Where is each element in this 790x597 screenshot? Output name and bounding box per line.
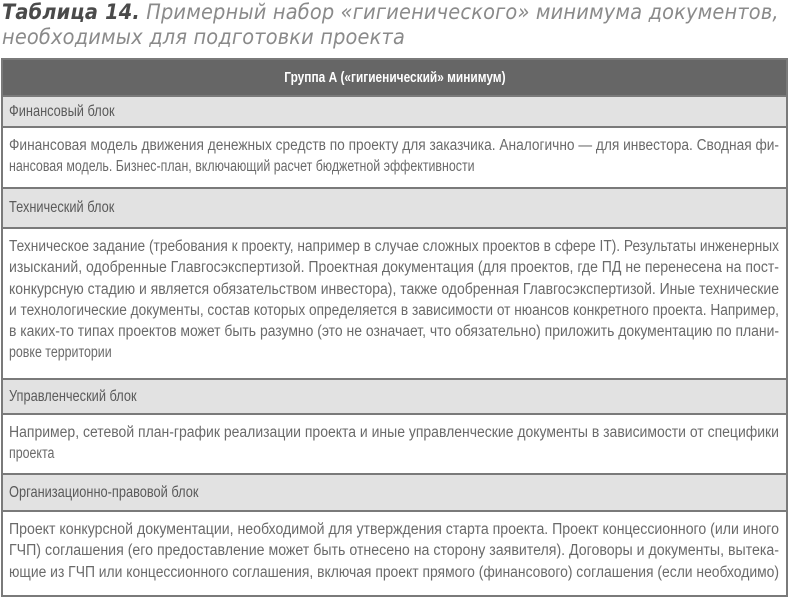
text-line: нансовая модель. Бизнес-план, включающий расчет бюджетной эффективности: [9, 158, 475, 176]
section-management-content: [3, 415, 786, 475]
text-line: ющие из ГЧП или концессионного соглашения, включая проект прямого (финансового) соглашения (если необходимо): [9, 563, 779, 581]
section-title: Технический блок: [9, 199, 115, 216]
table-header: [3, 60, 786, 97]
section-management-title: [3, 380, 786, 415]
table-caption: [2, 0, 790, 50]
text-line: проекта: [9, 445, 55, 463]
section-financial-content: [3, 128, 786, 189]
caption-title-line1: Примерный набор «гигиенического» минимума документов,: [146, 0, 779, 25]
section-title: Управленческий блок: [9, 387, 137, 405]
section-legal-title: [3, 475, 786, 512]
text-line: в каких-то типах проектов может быть разумно (это не означает, что обязательно) приложить документацию по плани-: [9, 323, 779, 341]
section-title: Организационно-правовой блок: [9, 483, 199, 501]
section-title: Финансовый блок: [9, 102, 115, 120]
text-line: Например, сетевой план-график реализации проекта и иные управленческие документы в зависимости от специфики: [9, 424, 779, 441]
section-legal-content: [3, 512, 786, 597]
text-line: Техническое задание (требования к проекту, например в случае сложных проектов в сфере IT). Результаты инженерных: [9, 238, 779, 255]
document-table: [1, 58, 788, 597]
caption-title-line2: необходимых для подготовки проекта: [2, 25, 406, 50]
text-line: ГЧП) соглашения (его предоставление может быть отнесено на сторону заявителя). Договоры и документы, вытека-: [9, 542, 779, 560]
table-header-text: Группа А («гигиенический» минимум): [283, 69, 506, 86]
text-line: и технологические документы, состав которых определяется в зависимости от нюансов конкретного проекта. Например,: [9, 301, 779, 319]
section-technical-content: [3, 229, 786, 380]
text-line: Проект конкурсной документации, необходимой для утверждения старта проекта. Проект концессионного (или иного: [9, 521, 779, 538]
caption-label: Таблица 14.: [2, 0, 140, 25]
text-line: ровке территории: [9, 344, 112, 362]
section-financial-title: [3, 97, 786, 128]
text-line: изысканий, одобренные Главгосэкспертизой. Проектная документация (для проектов, где ПД не перенесена на пост-: [9, 259, 779, 277]
text-line: Финансовая модель движения денежных средств по проекту для заказчика. Аналогично — для инвестора. Сводная фи-: [9, 137, 779, 154]
section-technical-title: [3, 189, 786, 229]
text-line: конкурсную стадию и является обязательством инвестора), также одобренная Главгосэкспертизой. Иные технические: [9, 280, 779, 298]
